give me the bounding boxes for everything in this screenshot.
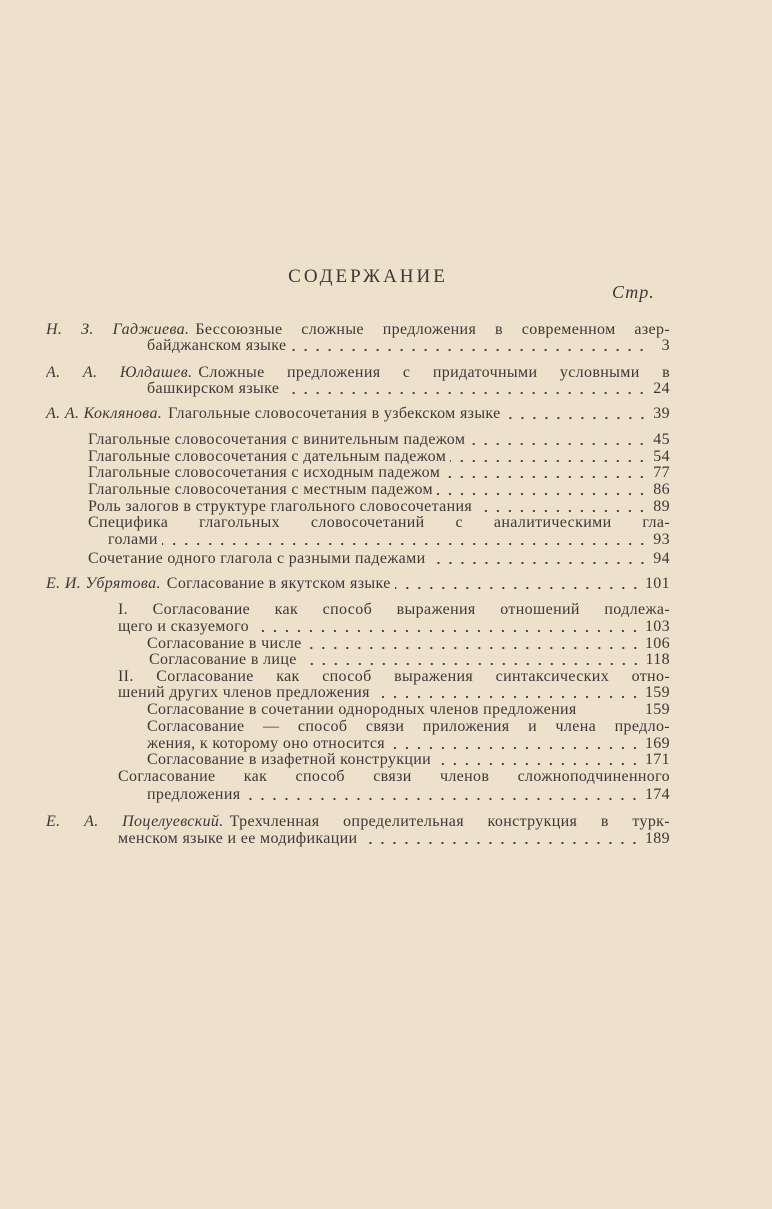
- dot-leader: [306, 646, 641, 650]
- toc-entry: [118, 830, 670, 848]
- toc-page-number: 54: [653, 448, 670, 465]
- toc-page-number: 106: [644, 635, 670, 652]
- toc-entry-text-wrap: [147, 380, 279, 398]
- dot-leader: [301, 662, 642, 666]
- toc-entry-title: II. Согласование как способ выражения синтаксических отно-: [118, 668, 670, 685]
- toc-entry: [147, 337, 670, 355]
- toc-entry-text-wrap: [118, 601, 670, 619]
- toc-entry: [46, 405, 670, 423]
- toc-entry-title: Согласование в сочетании однородных членов предложения: [147, 701, 577, 718]
- toc-page-number: 45: [653, 431, 670, 448]
- toc-entry-title: Согласование как способ связи членов сложноподчиненного: [118, 768, 670, 785]
- toc-page-number: 159: [644, 701, 670, 718]
- toc-entry-title: предложения: [147, 786, 241, 803]
- toc-page-number: 169: [644, 735, 670, 752]
- dot-leader: [476, 509, 648, 513]
- toc-page-number: 93: [653, 531, 670, 548]
- dot-leader: [450, 459, 648, 463]
- toc-entry-title: Сочетание одного глагола с разными падежами: [88, 550, 426, 567]
- toc-entry-title: Трехчленная определительная конструкция в турк-: [229, 813, 670, 830]
- toc-entry: [88, 481, 670, 499]
- toc-entry-text-wrap: [147, 718, 670, 736]
- dot-leader: [162, 542, 648, 546]
- toc-entry-title: Роль залогов в структуре глагольного словосочетания: [88, 498, 473, 515]
- toc-entry: [147, 380, 670, 398]
- toc-entry-title: голами: [108, 531, 158, 548]
- dot-leader: [283, 391, 648, 395]
- toc-entry-title: байджанском языке: [147, 337, 287, 354]
- toc-author: Е. И. Убрятова.: [46, 575, 161, 592]
- toc-entry-title: Бессоюзные сложные предложения в современном азер-: [195, 321, 670, 338]
- toc-page-number: 94: [653, 550, 670, 567]
- toc-entry-text-wrap: [118, 768, 670, 786]
- toc-entry-text-wrap: [46, 405, 501, 423]
- toc-entry: [46, 575, 670, 593]
- toc-entry-title: башкирском языке: [147, 380, 280, 397]
- toc-entry-title: Специфика глагольных словосочетаний с аналитическими гла-: [88, 514, 670, 531]
- toc-entry-line: [88, 514, 670, 532]
- dot-leader: [374, 695, 641, 699]
- toc-entry-text-wrap: [147, 701, 577, 719]
- toc-entry-title: Глагольные словосочетания с винительным падежом: [88, 431, 466, 448]
- toc-entry-text-wrap: [147, 786, 240, 804]
- toc-entry-text-wrap: [108, 531, 158, 549]
- toc-entry-title: менском языке и ее модификации: [118, 830, 358, 847]
- toc-page-number: 171: [644, 751, 670, 768]
- dot-leader: [389, 746, 641, 750]
- toc-entry: [118, 684, 670, 702]
- toc-entry-line: [118, 601, 670, 619]
- toc-entry-title: Глагольные словосочетания в узбекском языке: [168, 405, 501, 422]
- toc-page-number: 174: [644, 786, 670, 803]
- toc-entry-line: [46, 813, 670, 831]
- toc-page-number: 24: [653, 380, 670, 397]
- toc-page-number: 159: [644, 684, 670, 701]
- toc-entry-text-wrap: [118, 830, 357, 848]
- toc-page-number: 103: [644, 618, 670, 635]
- toc-entry-text-wrap: [149, 651, 297, 669]
- toc-entry-text-wrap: [147, 751, 431, 769]
- dot-leader: [505, 416, 648, 420]
- dot-leader: [469, 442, 648, 446]
- toc-entry: [118, 618, 670, 636]
- toc-entry-title: жения, к которому оно относится: [147, 735, 386, 752]
- toc-entry-title: I. Согласование как способ выражения отношений подлежа-: [118, 601, 670, 618]
- toc-page-number: 86: [653, 481, 670, 498]
- toc-entry-title: Согласование в изафетной конструкции: [147, 751, 432, 768]
- toc-entry: [88, 431, 670, 449]
- toc-page-number: 101: [644, 575, 670, 592]
- dot-leader: [437, 492, 648, 496]
- toc-entry: [147, 786, 670, 804]
- toc-entry: [149, 651, 670, 669]
- toc-entry: [88, 464, 670, 482]
- toc-page-number: 89: [653, 498, 670, 515]
- toc-author: А. А. Коклянова.: [46, 405, 163, 422]
- toc-entry-text-wrap: [147, 337, 286, 355]
- toc-entry: [147, 751, 670, 769]
- toc-entry-title: Согласование в якутском языке: [166, 575, 391, 592]
- dot-leader: [253, 629, 641, 633]
- toc-entry-text-wrap: [118, 618, 249, 636]
- toc-entry-text-wrap: [88, 514, 670, 532]
- toc-entry-text-wrap: [88, 550, 426, 568]
- toc-entry-text-wrap: [88, 464, 440, 482]
- toc-page-number: 39: [653, 405, 670, 422]
- toc-entry-title: шений других членов предложения: [118, 684, 370, 701]
- toc-entry: [88, 550, 670, 568]
- toc-entry-text-wrap: [46, 813, 670, 831]
- toc-entry-title: Глагольные словосочетания с исходным падежом: [88, 464, 441, 481]
- toc-entry-text-wrap: [118, 684, 370, 702]
- toc-entry: [108, 531, 670, 549]
- toc-page-number: 118: [645, 651, 670, 668]
- toc-entry-title: Сложные предложения с придаточными условными в: [198, 364, 670, 381]
- toc-entry-line: [147, 718, 670, 736]
- dot-leader: [290, 348, 648, 352]
- toc-entry-title: щего и сказуемого: [118, 618, 249, 635]
- toc-page-number: 189: [644, 830, 670, 847]
- dot-leader: [435, 762, 641, 766]
- toc-author: Е. А. Поцелуевский.: [46, 813, 224, 830]
- toc-entry-title: Согласование в числе: [147, 635, 302, 652]
- dot-leader: [244, 797, 640, 801]
- dot-leader: [395, 586, 641, 590]
- toc-author: А. А. Юлдашев.: [46, 364, 193, 381]
- toc-entry-title: Глагольные словосочетания с дательным падежом: [88, 448, 447, 465]
- toc-entry-text-wrap: [88, 481, 433, 499]
- toc-entry: [147, 701, 670, 719]
- toc-entry-line: [118, 768, 670, 786]
- dot-leader: [430, 561, 648, 565]
- toc-page-number: 77: [653, 464, 670, 481]
- toc-title: СОДЕРЖАНИЕ: [288, 266, 448, 287]
- toc-page-number: 3: [661, 337, 670, 354]
- toc-entry-title: Согласование — способ связи приложения и члена предло-: [147, 718, 670, 735]
- toc-entry-text-wrap: [46, 575, 391, 593]
- page-column-label: Стр.: [612, 282, 655, 302]
- dot-leader: [444, 475, 648, 479]
- dot-leader: [361, 841, 640, 845]
- toc-entry-text-wrap: [88, 431, 465, 449]
- toc-author: Н. З. Гаджиева.: [46, 321, 190, 338]
- toc-entry-title: Согласование в лице: [149, 651, 297, 668]
- toc-entry-title: Глагольные словосочетания с местным падежом: [88, 481, 434, 498]
